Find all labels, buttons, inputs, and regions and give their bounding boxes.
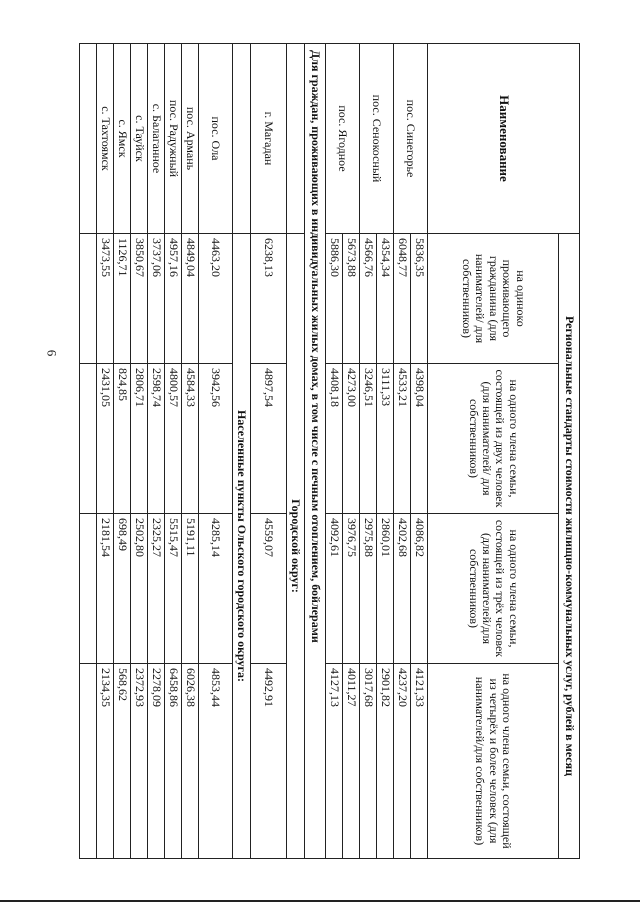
value-cell: 6458,86 [165,664,182,859]
value-cell: 2901,82 [377,664,394,859]
value-cell: 4566,76 [360,234,377,364]
value-cell: 3473,55 [97,234,114,364]
value-cell: 2325,27 [148,514,165,664]
settlement-name: пос. Синегорье [394,44,428,234]
col-header-three: на одного члена семьи, состоящей из трёх человек (для нанимателей/для собственников) [428,514,559,664]
table-row-empty [80,44,97,859]
value-cell: 4202,68 [394,514,411,664]
empty-cell [80,514,97,664]
table-row [114,44,131,859]
standards-table [79,43,580,859]
value-cell: 4127,13 [326,664,343,859]
value-cell: 4086,82 [411,514,428,664]
value-cell: 2372,93 [131,664,148,859]
city-district-heading: Городской округ: [287,234,305,859]
value-cell: 4408,18 [326,364,343,514]
value-cell: 5836,35 [411,234,428,364]
value-cell: 568,62 [114,664,131,859]
section-heading: Для граждан, проживающих в индивидуальных жилых домах, в том числе с печным отоплением, бойлерами [305,44,326,859]
value-cell: 1126,71 [114,234,131,364]
value-cell: 2860,01 [377,514,394,664]
table-row [343,44,360,859]
value-cell: 2278,09 [148,664,165,859]
value-cell: 2975,88 [360,514,377,664]
settlement-name: с. Тахтоямск [97,44,114,234]
value-cell: 2134,35 [97,664,114,859]
value-cell: 4285,14 [199,514,233,664]
value-cell: 4853,44 [199,664,233,859]
value-cell: 5886,30 [326,234,343,364]
table-row [131,44,148,859]
value-cell: 4492,91 [251,664,287,859]
value-cell: 3017,68 [360,664,377,859]
settlement-name: пос. Ягодное [326,44,360,234]
value-cell: 3942,56 [199,364,233,514]
value-cell: 4463,20 [199,234,233,364]
rotated-table-container [80,43,580,858]
value-cell: 2502,80 [131,514,148,664]
empty-cell [80,364,97,514]
settlement-name: г. Магадан [251,44,287,234]
table-row [377,44,394,859]
value-cell: 4559,07 [251,514,287,664]
value-cell: 4800,57 [165,364,182,514]
value-cell: 4957,16 [165,234,182,364]
value-cell: 6026,38 [182,664,199,859]
value-cell: 2806,71 [131,364,148,514]
empty-cell [80,234,97,364]
settlement-name: с. Балаганное [148,44,165,234]
table-row [182,44,199,859]
value-cell: 5191,11 [182,514,199,664]
value-cell: 4533,21 [394,364,411,514]
page-number: 6 [44,349,60,357]
value-cell: 2598,74 [148,364,165,514]
empty-cell [287,44,305,234]
value-cell: 4354,34 [377,234,394,364]
value-cell: 4121,33 [411,664,428,859]
value-cell: 3737,06 [148,234,165,364]
value-cell: 6238,13 [251,234,287,364]
value-cell: 6048,77 [394,234,411,364]
value-cell: 4237,20 [394,664,411,859]
value-cell: 4273,00 [343,364,360,514]
empty-cell [80,44,97,234]
value-cell: 824,85 [114,364,131,514]
name-column-header: Наименование [428,44,580,234]
value-cell: 4849,04 [182,234,199,364]
settlement-name: пос. Армань [182,44,199,234]
value-cell: 3850,67 [131,234,148,364]
col-header-two: на одного члена семьи, состоящей из двух человек (для нанимателей/ для собственников) [428,364,559,514]
value-cell: 4092,61 [326,514,343,664]
table-row [148,44,165,859]
table-row [199,44,233,859]
col-header-four-plus: на одного члена семьи, состоящей из четырёх и более человек (для нанимателей/для собственников) [428,664,559,859]
value-cell: 2181,54 [97,514,114,664]
empty-cell [233,44,251,234]
value-cell: 3111,33 [377,364,394,514]
settlement-name: пос. Радужный [165,44,182,234]
value-cell: 4897,54 [251,364,287,514]
settlement-name: пос. Сенокосный [360,44,394,234]
value-cell: 3976,75 [343,514,360,664]
value-cell: 3246,51 [360,364,377,514]
ola-district-heading: Населенные пункты Ольского городского округа: [233,234,251,859]
settlement-name: пос. Ола [199,44,233,234]
empty-cell [80,664,97,859]
value-cell: 5515,47 [165,514,182,664]
settlement-name: с. Ямск [114,44,131,234]
value-cell: 5673,88 [343,234,360,364]
table-row [251,44,287,859]
table-row [97,44,114,859]
value-cell: 2431,05 [97,364,114,514]
page-bottom-rule [0,900,640,902]
value-cell: 4584,33 [182,364,199,514]
table-row [165,44,182,859]
settlement-name: с. Тауйск [131,44,148,234]
table-title: Региональные стандарты стоимости жилищно-коммунальных услуг, рублей в месяц [559,234,580,859]
col-header-single: на одиноко проживающего гражданина (для нанимателей/ для собственников) [428,234,559,364]
value-cell: 4011,27 [343,664,360,859]
table-row [411,44,428,859]
value-cell: 4398,04 [411,364,428,514]
value-cell: 698,49 [114,514,131,664]
